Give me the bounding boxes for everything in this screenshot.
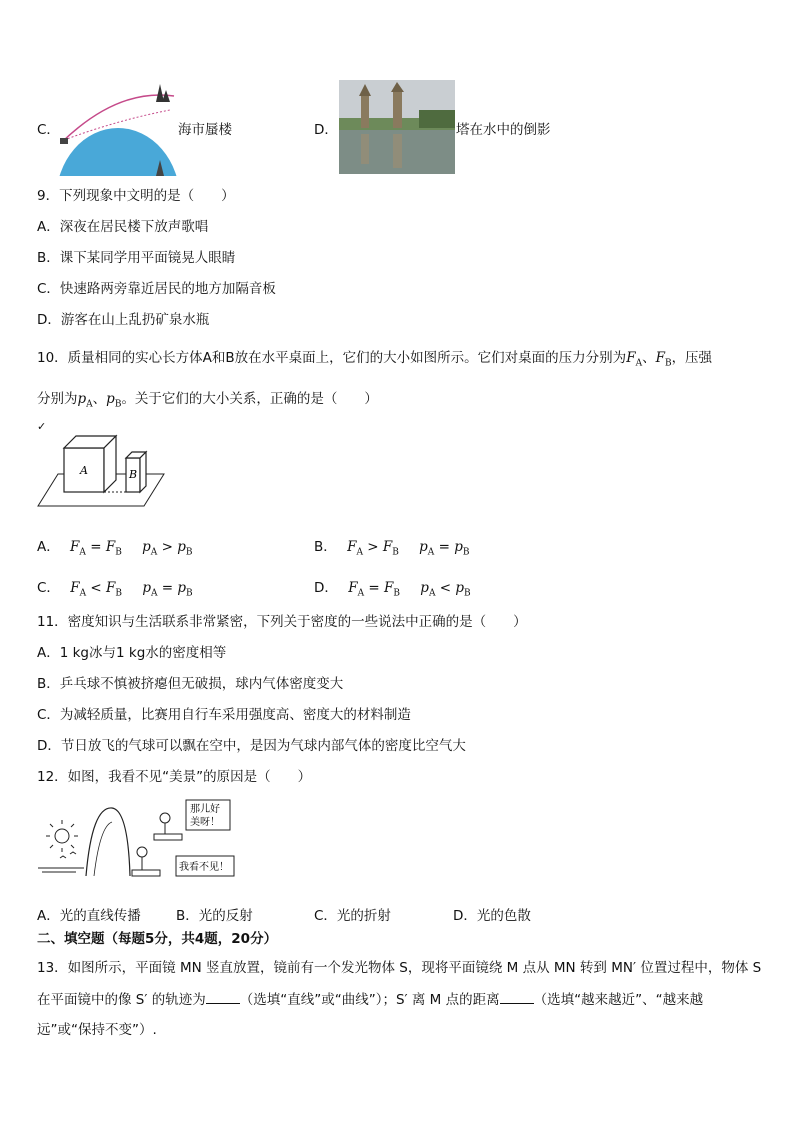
q11-option-a: A．1 kg冰与1 kg水的密度相等 bbox=[37, 645, 227, 661]
bubble1-line2: 美呀！ bbox=[190, 817, 220, 828]
q11-option-d: D．节日放飞的气球可以飘在空中，是因为气球内部气体的密度比空气大 bbox=[37, 738, 466, 754]
q11-stem: 11．密度知识与生活联系非常紧密，下列关于密度的一些说法中正确的是（ ） bbox=[37, 614, 527, 630]
q12-stem: 12．如图，我看不见“美景”的原因是（ ） bbox=[37, 769, 312, 785]
q13-line1: 13．如图所示，平面镜 MN 竖直放置，镜前有一个发光物体 S，现将平面镜绕 M 点从 MN 转到 MN′ 位置过程中，物体 S bbox=[37, 960, 762, 976]
q10-block-diagram bbox=[36, 432, 166, 508]
q8-option-c-caption: 海市蜃楼 bbox=[178, 122, 232, 138]
section-2-heading: 二、填空题（每题5分，共4题，20分） bbox=[37, 931, 278, 947]
q8-option-c-letter: C． bbox=[37, 122, 60, 138]
block-b-label: B bbox=[129, 468, 138, 481]
q10-option-b: B． $F_A > F_B$ $p_A = p_B$ bbox=[314, 539, 470, 558]
q13-line2: 在平面镜中的像 S′ 的轨迹为 （选填“直线”或“曲线”）；S′ 离 M 点的距离 （选填“越来越近”、“越来越 bbox=[37, 989, 703, 1010]
q12-option-b: B．光的反射 bbox=[176, 908, 253, 924]
force-a: $F_A$ bbox=[626, 350, 643, 369]
q10-option-c: C． $F_A < F_B$ $p_A = p_B$ bbox=[37, 580, 193, 599]
q12-option-a: A．光的直线传播 bbox=[37, 908, 141, 924]
q10-stem-line2: 分别为$p_A$、$p_B$。关于它们的大小关系，正确的是（ ） bbox=[37, 391, 378, 410]
q13-blank-2[interactable] bbox=[500, 989, 534, 1004]
bubble1-line1: 那儿好 bbox=[190, 804, 220, 815]
figure-mark: ✓ bbox=[37, 420, 47, 433]
q9-stem: 9．下列现象中文明的是（ ） bbox=[37, 188, 235, 204]
q8-option-d-letter: D． bbox=[314, 122, 338, 138]
q9-option-b: B．课下某同学用平面镜晃人眼睛 bbox=[37, 250, 236, 266]
q12-option-d: D．光的色散 bbox=[453, 908, 531, 924]
q8-option-d-caption: 塔在水中的倒影 bbox=[456, 122, 551, 138]
block-a-label: A bbox=[80, 464, 88, 477]
pressure-b: $p_B$ bbox=[106, 391, 122, 410]
q10-option-a: A． $F_A = F_B$ $p_A > p_B$ bbox=[37, 539, 193, 558]
q9-option-c: C．快速路两旁靠近居民的地方加隔音板 bbox=[37, 281, 276, 297]
q9-option-a: A．深夜在居民楼下放声歌唱 bbox=[37, 219, 209, 235]
mirage-illustration bbox=[58, 80, 178, 176]
force-b: $F_B$ bbox=[655, 350, 672, 369]
q11-option-b: B．乒乓球不慎被挤瘪但无破损，球内气体密度变大 bbox=[37, 676, 344, 692]
q13-blank-1[interactable] bbox=[206, 989, 240, 1004]
pagoda-reflection-photo bbox=[339, 80, 455, 174]
q13-line3: 远”或“保持不变”）. bbox=[37, 1022, 157, 1038]
q11-option-c: C．为减轻质量，比赛用自行车采用强度高、密度大的材料制造 bbox=[37, 707, 411, 723]
q10-stem-line1: 10．质量相同的实心长方体A和B放在水平桌面上，它们的大小如图所示。它们对桌面的压力分别为$F_A$、$F_B$，压强 bbox=[37, 350, 713, 369]
q9-option-d: D．游客在山上乱扔矿泉水瓶 bbox=[37, 312, 210, 328]
bubble2-text: 我看不见！ bbox=[179, 862, 229, 873]
q12-option-c: C．光的折射 bbox=[314, 908, 391, 924]
q12-scenery-diagram bbox=[36, 796, 236, 882]
pressure-a: $p_A$ bbox=[77, 391, 93, 410]
q10-option-d: D． $F_A = F_B$ $p_A < p_B$ bbox=[314, 580, 471, 599]
